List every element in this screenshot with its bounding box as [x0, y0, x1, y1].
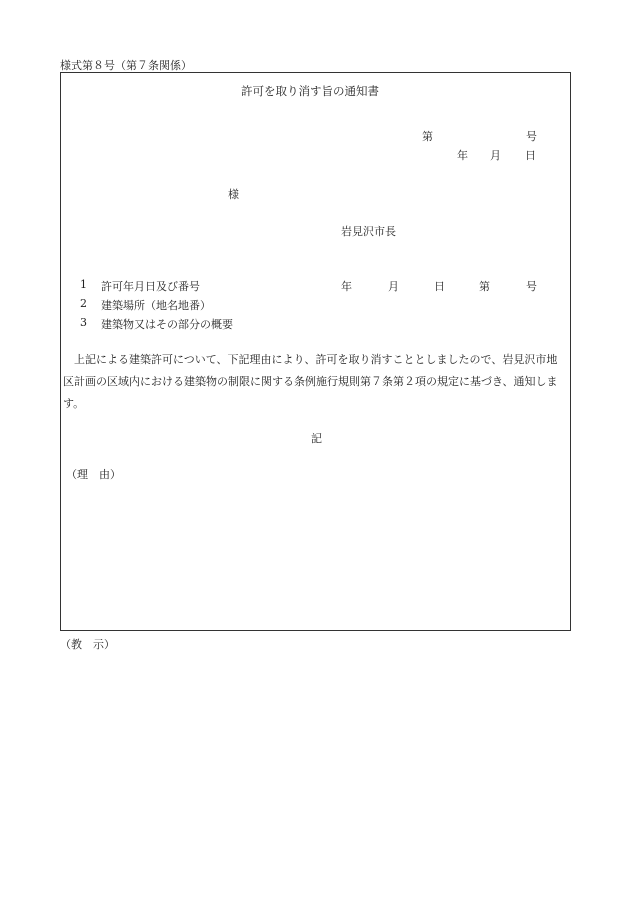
permit-month: 月: [388, 280, 399, 293]
notice-no-prefix: 第: [422, 130, 433, 143]
item-2-number: 2: [80, 297, 87, 310]
instruction-label: （教 示）: [60, 638, 115, 651]
notice-no-suffix: 号: [526, 130, 537, 143]
item-1-label: 許可年月日及び番号: [101, 280, 200, 293]
date-year: 年: [457, 149, 468, 162]
reason-label: （理 由）: [66, 468, 121, 481]
permit-year: 年: [341, 280, 352, 293]
ki-heading: 記: [311, 432, 322, 445]
date-month: 月: [490, 149, 501, 162]
issuer: 岩見沢市長: [341, 225, 396, 238]
form-label: 様式第８号（第７条関係）: [60, 59, 192, 72]
date-day: 日: [525, 149, 536, 162]
body-paragraph: 上記による建築許可について、下記理由により、許可を取り消すこととしましたので、岩見沢市地区計画の区域内における建築物の制限に関する条例施行規則第７条第２項の規定に基づき、通知します。: [63, 353, 558, 410]
item-2-label: 建築場所（地名地番）: [101, 299, 211, 312]
permit-no-suffix: 号: [526, 280, 537, 293]
permit-no-prefix: 第: [479, 280, 490, 293]
item-1-number: 1: [80, 278, 87, 291]
item-3-number: 3: [80, 316, 87, 329]
document-title: 許可を取り消す旨の通知書: [241, 84, 379, 98]
permit-day: 日: [434, 280, 445, 293]
item-3-label: 建築物又はその部分の概要: [101, 318, 233, 331]
addressee-honorific: 様: [228, 188, 239, 201]
